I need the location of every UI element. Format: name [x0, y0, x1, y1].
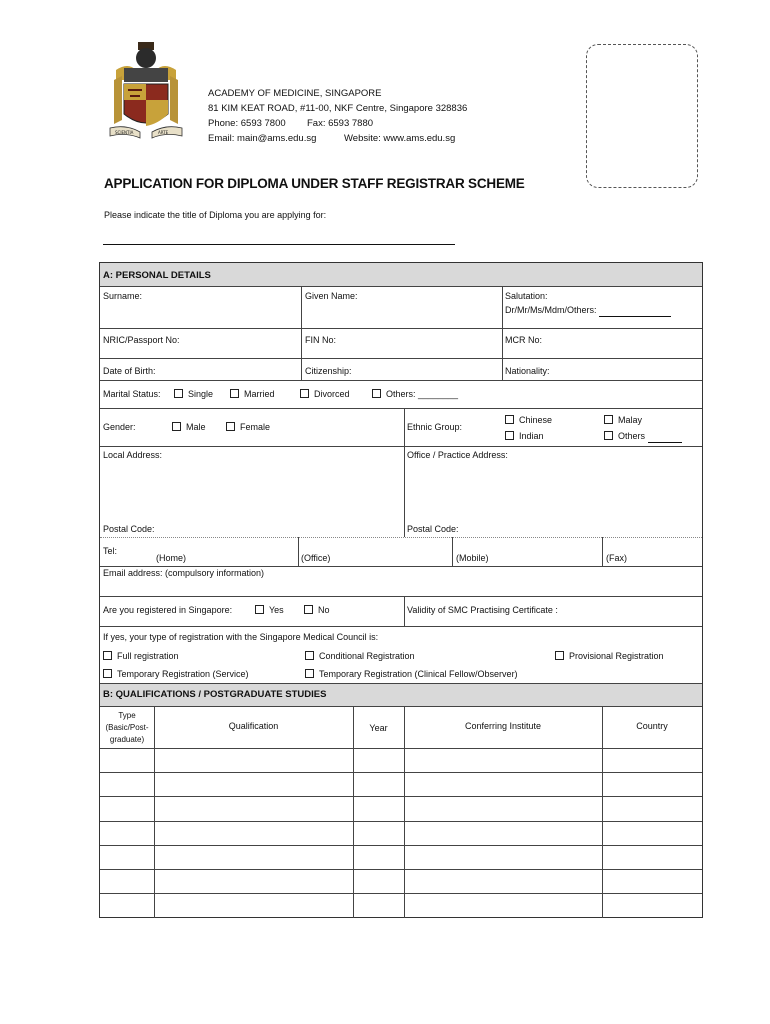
reg-temp-service-option[interactable]: Temporary Registration (Service) [103, 669, 249, 680]
registered-yes-option[interactable]: Yes [255, 605, 284, 616]
org-name: ACADEMY OF MEDICINE, SINGAPORE [208, 88, 382, 99]
qualification-row[interactable] [100, 797, 702, 821]
salutation-label: Salutation: [505, 291, 548, 301]
col-year-header: Year [369, 723, 388, 733]
email-address-label: Email address: (compulsory information) [103, 568, 265, 578]
photo-placeholder [586, 44, 698, 188]
office-address-label: Office / Practice Address: [407, 450, 508, 460]
org-address: 81 KIM KEAT ROAD, #11-00, NKF Centre, Singapore 328836 [208, 103, 468, 114]
checkbox-icon[interactable] [305, 651, 314, 660]
col-type-header: Type (Basic/Post- graduate) [105, 711, 149, 744]
qualification-row[interactable] [100, 870, 702, 893]
reg-full-option[interactable]: Full registration [103, 651, 179, 662]
ethnic-others-option[interactable]: Others [604, 431, 682, 443]
salutation-options: Dr/Mr/Ms/Mdm/Others: [505, 305, 671, 317]
org-email: Email: main@ams.edu.sg [208, 133, 317, 144]
ethnic-chinese-option[interactable]: Chinese [505, 415, 552, 426]
checkbox-icon[interactable] [305, 669, 314, 678]
citizenship-label: Citizenship: [305, 366, 352, 376]
checkbox-icon[interactable] [255, 605, 264, 614]
checkbox-icon[interactable] [372, 389, 381, 398]
checkbox-icon[interactable] [172, 422, 181, 431]
nationality-label: Nationality: [505, 366, 550, 376]
gender-male-option[interactable]: Male [172, 422, 206, 433]
org-website: Website: www.ams.edu.sg [344, 133, 456, 144]
checkbox-icon[interactable] [174, 389, 183, 398]
mcr-label: MCR No: [505, 335, 543, 345]
logo-ribbon-right: ARTE [158, 130, 169, 135]
tel-home-label: (Home) [156, 553, 187, 563]
checkbox-icon[interactable] [604, 431, 613, 440]
organization-header [208, 86, 467, 146]
checkbox-icon[interactable] [304, 605, 313, 614]
col-qualification-header: Qualification [228, 721, 279, 731]
qualification-row[interactable] [100, 749, 702, 772]
checkbox-icon[interactable] [505, 431, 514, 440]
academy-crest-logo [106, 40, 186, 146]
checkbox-icon[interactable] [555, 651, 564, 660]
tel-label: Tel: [103, 546, 118, 556]
registered-no-option[interactable]: No [304, 605, 330, 616]
reg-provisional-option[interactable]: Provisional Registration [555, 651, 664, 662]
application-form [99, 262, 703, 918]
marital-status-label: Marital Status: [103, 389, 161, 399]
reg-conditional-option[interactable]: Conditional Registration [305, 651, 415, 662]
salutation-others-field[interactable] [599, 305, 671, 317]
col-country-header: Country [636, 721, 668, 731]
checkbox-icon[interactable] [505, 415, 514, 424]
diploma-title-field[interactable] [103, 244, 455, 245]
tel-fax-label: (Fax) [606, 553, 627, 563]
dob-label: Date of Birth: [103, 366, 156, 376]
checkbox-icon[interactable] [604, 415, 613, 424]
marital-married-option[interactable]: Married [230, 389, 275, 400]
ethnic-indian-option[interactable]: Indian [505, 431, 544, 442]
nric-label: NRIC/Passport No: [103, 335, 180, 345]
marital-single-option[interactable]: Single [174, 389, 213, 400]
registration-type-question: If yes, your type of registration with the Singapore Medical Council is: [103, 632, 379, 642]
org-fax: Fax: 6593 7880 [307, 118, 374, 129]
ethnic-malay-option[interactable]: Malay [604, 415, 642, 426]
tel-mobile-label: (Mobile) [456, 553, 489, 563]
marital-divorced-option[interactable]: Divorced [300, 389, 350, 400]
local-address-label: Local Address: [103, 450, 163, 460]
page-title: APPLICATION FOR DIPLOMA UNDER STAFF REGISTRAR SCHEME [104, 176, 525, 191]
marital-others-option[interactable]: Others: ________ [372, 389, 458, 400]
fin-label: FIN No: [305, 335, 337, 345]
qualification-row[interactable] [100, 894, 702, 917]
col-institute-header: Conferring Institute [464, 721, 542, 731]
checkbox-icon[interactable] [230, 389, 239, 398]
postal-code-left-label: Postal Code: [103, 524, 155, 534]
org-phone: Phone: 6593 7800 [208, 118, 286, 129]
qualification-row[interactable] [100, 822, 702, 845]
checkbox-icon[interactable] [103, 651, 112, 660]
given-name-label: Given Name: [305, 291, 358, 301]
checkbox-icon[interactable] [226, 422, 235, 431]
section-a-heading: A: PERSONAL DETAILS [103, 270, 211, 281]
qualification-row[interactable] [100, 846, 702, 869]
gender-female-option[interactable]: Female [226, 422, 270, 433]
ethnic-group-label: Ethnic Group: [407, 422, 463, 432]
qualification-row[interactable] [100, 773, 702, 796]
logo-ribbon-left: SCIENTIA [115, 130, 134, 135]
checkbox-icon[interactable] [300, 389, 309, 398]
diploma-title-prompt: Please indicate the title of Diploma you are applying for: [104, 210, 327, 220]
registered-question: Are you registered in Singapore: [103, 605, 233, 615]
checkbox-icon[interactable] [103, 669, 112, 678]
gender-label: Gender: [103, 422, 136, 432]
surname-label: Surname: [103, 291, 143, 301]
smc-validity-label: Validity of SMC Practising Certificate : [407, 605, 558, 615]
postal-code-right-label: Postal Code: [407, 524, 459, 534]
reg-temp-fellow-option[interactable]: Temporary Registration (Clinical Fellow/Observer) [305, 669, 518, 680]
tel-office-label: (Office) [301, 553, 331, 563]
ethnic-others-field[interactable] [648, 431, 682, 443]
section-b-heading: B: QUALIFICATIONS / POSTGRADUATE STUDIES [103, 689, 327, 700]
